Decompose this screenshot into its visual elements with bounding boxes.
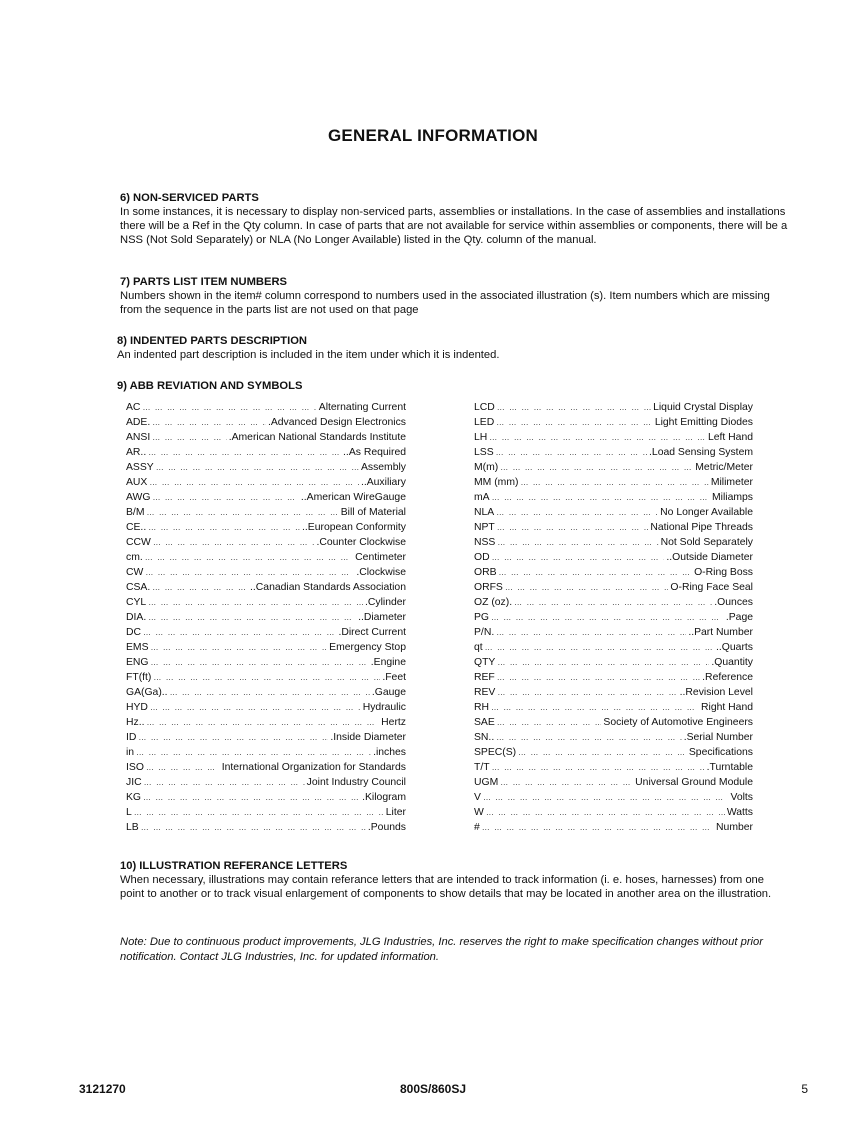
abbreviation-row [474,700,753,715]
abbreviation-meaning: .Reference [702,672,753,683]
section-body: An indented part description is included in the item under which it is indented. [117,349,500,361]
dot-leader [136,745,371,760]
abbreviation-term: REF [474,672,495,683]
abbreviation-term: REV [474,687,496,698]
abbreviation-term: MM (mm) [474,477,519,488]
abbreviation-meaning: O-Ring Boss [694,567,753,578]
abbreviation-term: LB [126,822,139,833]
abbreviation-term: QTY [474,657,496,668]
abbreviation-row [474,415,753,430]
abbreviation-meaning: Volts [730,792,753,803]
dot-leader [492,760,705,775]
abbreviation-row [126,685,406,700]
abbreviation-row [126,430,406,445]
dot-leader [148,445,341,460]
abbreviation-meaning: .Advanced Design Electronics [267,417,406,428]
abbreviation-term: GA(Ga).. [126,687,168,698]
dot-leader [134,805,384,820]
abbreviation-term: SAE [474,717,495,728]
abbreviation-meaning: Metric/Meter [695,462,753,473]
dot-leader [152,415,266,430]
dot-leader [146,715,379,730]
dot-leader [143,625,336,640]
abbreviation-meaning: .Gauge [371,687,406,698]
abbreviation-row [474,730,753,745]
dot-leader [151,640,328,655]
abbreviation-row [474,460,753,475]
dot-leader [142,400,316,415]
abbreviation-term: LCD [474,402,495,413]
abbreviation-term: ORB [474,567,497,578]
abbreviation-row [126,805,406,820]
abbreviation-term: AWG [126,492,151,503]
abbreviation-row [474,760,753,775]
abbreviation-term: FT(ft) [126,672,152,683]
abbreviation-term: DIA. [126,612,147,623]
dot-leader [170,685,370,700]
dot-leader [505,580,669,595]
update-note: Note: Due to continuous product improvements, JLG Industries, Inc. reserves the right to make specification changes without prior notification. Contact JLG Industries, Inc. for updated information. [120,936,763,963]
abbreviation-row [474,625,753,640]
abbreviation-meaning: ..Auxiliary [360,477,406,488]
dot-leader [489,430,706,445]
abbreviation-meaning: Liquid Crystal Display [653,402,753,413]
abbreviation-term: CYL [126,597,147,608]
abbreviation-term: CE.. [126,522,147,533]
abbreviation-row [126,415,406,430]
dot-leader [500,460,693,475]
abbreviation-row [126,655,406,670]
dot-leader [496,625,686,640]
dot-leader [148,595,363,610]
footer-page-number: 5 [801,1082,808,1096]
abbreviation-meaning: .Clockwise [356,567,406,578]
section-non-serviced-parts [120,191,790,247]
abbreviation-term: UGM [474,777,499,788]
abbreviation-row [474,715,753,730]
abbreviation-term: B/M [126,507,145,518]
abbreviation-term: L [126,807,132,818]
abbreviation-meaning: .Inside Diameter [330,732,406,743]
section-heading: 7) PARTS LIST ITEM NUMBERS [120,276,287,288]
abbreviation-term: SN.. [474,732,495,743]
abbreviation-term: LED [474,417,495,428]
abbreviation-row [126,730,406,745]
abbreviation-row [126,460,406,475]
abbreviation-row [474,475,753,490]
abbreviation-term: P/N. [474,627,495,638]
abbreviation-meaning: .inches [373,747,406,758]
abbreviation-meaning: ..American WireGauge [300,492,406,503]
section-indented-parts-description [117,334,787,362]
dot-leader [156,460,359,475]
abbreviation-term: AUX [126,477,148,488]
abbreviation-term: CSA. [126,582,151,593]
abbreviation-term: ANSI [126,432,151,443]
dot-leader [153,535,315,550]
section-heading: 9) ABB REVIATION AND SYMBOLS [117,380,303,392]
dot-leader [152,490,298,505]
abbreviation-row [474,685,753,700]
abbreviation-term: # [474,822,480,833]
abbreviation-term: LSS [474,447,494,458]
dot-leader [483,790,729,805]
dot-leader [148,520,300,535]
abbreviation-meaning: .Direct Current [338,627,406,638]
abbreviation-meaning: O-Ring Face Seal [670,582,753,593]
dot-leader [145,565,354,580]
abbreviation-meaning: No Longer Available [660,507,753,518]
abbreviation-row [474,805,753,820]
abbreviation-term: SPEC(S) [474,747,517,758]
dot-leader [514,595,712,610]
dot-leader [497,670,700,685]
abbreviation-term: M(m) [474,462,499,473]
abbreviation-meaning: ..Revision Level [679,687,753,698]
abbreviation-meaning: ..Outside Diameter [666,552,753,563]
section-body: Numbers shown in the item# column correspond to numbers used in the associated illustration (s). Item numbers which are missing from the sequence in the parts list are not used on that page [120,290,770,316]
abbreviation-row [126,640,406,655]
abbreviation-term: CCW [126,537,151,548]
dot-leader [150,700,361,715]
dot-leader [482,820,714,835]
abbreviation-row [474,580,753,595]
abbreviation-term: JIC [126,777,142,788]
abbreviation-row [474,400,753,415]
dot-leader [497,685,677,700]
abbreviation-row [474,670,753,685]
abbreviation-row [126,505,406,520]
abbreviation-term: ISO [126,762,144,773]
dot-leader [485,640,714,655]
abbreviation-meaning: Alternating Current [318,402,406,413]
abbreviation-meaning: .Counter Clockwise [316,537,406,548]
section-heading: 6) NON-SERVICED PARTS [120,192,259,204]
abbreviation-meaning: National Pipe Threads [650,522,753,533]
abbreviation-meaning: International Organization for Standards [221,762,406,773]
abbreviation-term: OZ (oz). [474,597,513,608]
dot-leader [151,655,369,670]
dot-leader [144,775,305,790]
abbreviation-meaning: Emergency Stop [329,642,406,653]
dot-leader [492,550,665,565]
abbreviation-term: ID [126,732,137,743]
abbreviation-term: Hz.. [126,717,145,728]
dot-leader [138,730,328,745]
abbreviation-term: ADE. [126,417,151,428]
abbreviation-row [126,445,406,460]
abbreviation-row [474,535,753,550]
abbreviation-term: NLA [474,507,495,518]
abbreviation-meaning: ..Diameter [358,612,406,623]
abbreviation-term: DC [126,627,142,638]
abbreviation-meaning: ..Canadian Standards Association [250,582,406,593]
abbreviation-row [474,445,753,460]
abbreviation-row [474,565,753,580]
abbreviation-term: KG [126,792,142,803]
abbreviation-meaning: Watts [726,807,753,818]
abbreviation-row [126,670,406,685]
dot-leader [496,415,653,430]
footer-model: 800S/860SJ [399,1082,467,1096]
abbreviation-meaning: .Quantity [711,657,753,668]
dot-leader [491,700,699,715]
dot-leader [146,505,338,520]
abbreviation-meaning: .Turntable [706,762,753,773]
abbreviation-row [474,820,753,835]
dot-leader [497,655,709,670]
abbreviation-row [474,430,753,445]
abbreviation-row [474,520,753,535]
dot-leader [146,760,220,775]
abbreviation-meaning: .Engine [370,657,406,668]
abbreviation-row [474,595,753,610]
abbreviation-list-right [474,400,753,835]
abbreviation-row [126,535,406,550]
abbreviation-meaning: .Serial Number [683,732,753,743]
abbreviation-term: in [126,747,135,758]
dot-leader [145,550,353,565]
dot-leader [149,475,359,490]
abbreviation-term: mA [474,492,490,503]
abbreviation-meaning: .Kilogram [362,792,406,803]
abbreviation-term: LH [474,432,488,443]
abbreviation-meaning: Light Emitting Diodes [654,417,753,428]
abbreviation-row [126,610,406,625]
abbreviation-meaning: .Feet [382,672,406,683]
abbreviation-meaning: Society of Automotive Engineers [603,717,753,728]
abbreviation-meaning: .Load Sensing System [649,447,753,458]
abbreviation-row [126,520,406,535]
dot-leader [491,610,724,625]
dot-leader [497,535,658,550]
abbreviation-row [126,490,406,505]
abbreviation-meaning: Bill of Material [340,507,406,518]
dot-leader [492,490,710,505]
abbreviation-row [126,475,406,490]
dot-leader [500,775,633,790]
footer-document-number: 3121270 [79,1082,126,1096]
abbreviation-row [474,490,753,505]
abbreviation-meaning: Left Hand [707,432,753,443]
abbreviation-meaning: .Pounds [367,822,406,833]
abbreviation-term: HYD [126,702,148,713]
abbreviation-term: OD [474,552,490,563]
abbreviation-row [126,820,406,835]
abbreviation-term: ASSY [126,462,154,473]
abbreviation-term: ORFS [474,582,503,593]
abbreviation-row [126,700,406,715]
dot-leader [153,670,380,685]
abbreviation-row [474,655,753,670]
abbreviation-term: AR.. [126,447,147,458]
dot-leader [486,805,725,820]
abbreviation-row [474,640,753,655]
abbreviation-meaning: Hertz [381,717,406,728]
abbreviation-meaning: Joint Industry Council [306,777,406,788]
abbreviation-term: cm. [126,552,143,563]
abbreviation-row [126,580,406,595]
abbreviation-meaning: ..European Conformity [302,522,406,533]
abbreviation-term: V [474,792,481,803]
abbreviation-row [474,505,753,520]
dot-leader [143,790,360,805]
abbreviation-row [474,775,753,790]
abbreviation-meaning: Hydraulic [362,702,406,713]
abbreviation-meaning: ..As Required [343,447,406,458]
abbreviation-row [126,625,406,640]
dot-leader [518,745,687,760]
abbreviation-row [126,565,406,580]
abbreviation-meaning: Universal Ground Module [635,777,753,788]
abbreviation-meaning: .American National Standards Institute [228,432,406,443]
abbreviation-meaning: ..Quarts [716,642,753,653]
abbreviation-term: W [474,807,484,818]
abbreviation-row [126,400,406,415]
abbreviation-row [474,745,753,760]
abbreviation-meaning: .Ounces [714,597,753,608]
dot-leader [152,580,248,595]
dot-leader [497,520,649,535]
abbreviation-row [126,550,406,565]
abbreviation-meaning: Milimeter [710,477,753,488]
abbreviation-meaning: .Page [725,612,753,623]
dot-leader [499,565,693,580]
dot-leader [497,715,602,730]
abbreviation-term: CW [126,567,144,578]
abbreviation-term: T/T [474,762,490,773]
abbreviation-meaning: Not Sold Separately [660,537,753,548]
section-illustration-reference-letters [120,859,790,901]
abbreviation-meaning: Specifications [688,747,753,758]
dot-leader [148,610,356,625]
abbreviation-row [126,760,406,775]
abbreviation-term: NPT [474,522,495,533]
abbreviation-term: EMS [126,642,149,653]
abbreviation-meaning: Miliamps [712,492,753,503]
abbreviation-term: PG [474,612,490,623]
abbreviation-row [474,790,753,805]
dot-leader [141,820,366,835]
dot-leader [496,445,647,460]
abbreviation-meaning: Liter [385,807,406,818]
dot-leader [496,505,658,520]
section-abbreviations [117,379,787,393]
abbreviation-meaning: .Cylinder [365,597,406,608]
dot-leader [496,730,681,745]
abbreviation-meaning: Right Hand [701,702,753,713]
abbreviation-meaning: Centimeter [355,552,406,563]
section-body: In some instances, it is necessary to display non-serviced parts, assemblies or installations. In the case of assemblies and installations there will be a Ref in the Qty column. In case of parts that are not available for service within assemblies or components, there will be a NSS (Not Sold Separately) or NLA (No Longer Available) listed in the Qty. column of the manual. [120,206,788,246]
abbreviation-row [126,775,406,790]
abbreviation-term: AC [126,402,141,413]
abbreviation-term: NSS [474,537,496,548]
abbreviation-row [126,745,406,760]
abbreviation-term: RH [474,702,490,713]
abbreviation-row [126,790,406,805]
abbreviation-list-left [126,400,406,835]
abbreviation-term: qt [474,642,483,653]
abbreviation-meaning: Assembly [360,462,406,473]
abbreviation-row [126,715,406,730]
section-heading: 10) ILLUSTRATION REFERANCE LETTERS [120,860,348,872]
abbreviation-row [474,550,753,565]
section-heading: 8) INDENTED PARTS DESCRIPTION [117,335,307,347]
dot-leader [497,400,651,415]
abbreviation-meaning: Number [716,822,753,833]
dot-leader [152,430,226,445]
section-body: When necessary, illustrations may contain referance letters that are intended to track information (i. e. hoses, harnesses) from one point to another or to track visual enlargement of components to show details that may be located in another area on the illustration. [120,874,772,900]
abbreviation-meaning: ..Part Number [688,627,753,638]
section-parts-list-item-numbers [120,275,790,317]
abbreviation-row [126,595,406,610]
page-title: GENERAL INFORMATION [328,126,538,145]
dot-leader [520,475,708,490]
abbreviation-row [474,610,753,625]
abbreviation-term: ENG [126,657,149,668]
